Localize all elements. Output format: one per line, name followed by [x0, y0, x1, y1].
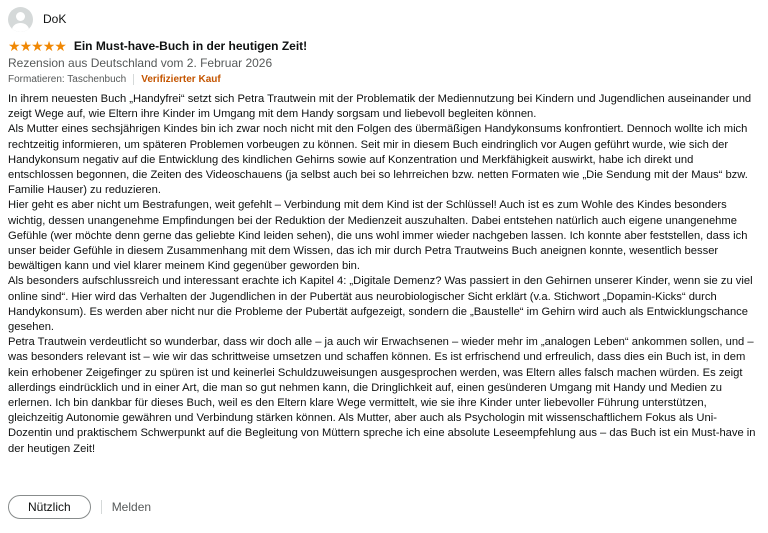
- review-paragraph: Hier geht es aber nicht um Bestrafungen, weit gefehlt – Verbindung mit dem Kind ist der Schlüssel! Auch ist es zum Wohle des Kindes besonders wichtig, dessen unangenehme Empfindungen bei der Reduktion der Medienzeit auszuhalten. Dabei entstehen natürlich auch eigene unangenehme Gefühle (wer möchte denn gerne das geliebte Kind leiden sehen), die uns wohl immer wieder nachgeben lassen. Ich konnte aber feststellen, dass ich unser beider Gefühle in diesem Zusammenhang mit dem Wissen, das ich mir durch Petra Trautweins Buch aneignen konnte, wesentlich besser bewältigen kann und viel klarer meinem Kind gegenüber geworden bin.: [8, 199, 748, 273]
- review-paragraph: Als besonders aufschlussreich und interessant erachte ich Kapitel 4: „Digitale Demenz? Was passiert in den Gehirnen unserer Kinder, wenn sie zu viel online sind“. Hier wird das Verhalten der Jugendlichen in der Pubertät aus neurobiologischer Sicht erklärt (v.a. Stichwort „Dopamin-Kicks“ durch Handykonsum). Es werden aber nicht nur die Probleme der Pubertät aufgezeigt, sondern die „Baustelle“ im Gehirn wird auch als Entwicklungschance gesehen.: [8, 275, 753, 334]
- verified-purchase-badge: Verifizierter Kauf: [141, 74, 221, 85]
- review-date: Rezension aus Deutschland vom 2. Februar 2026: [8, 56, 273, 70]
- review-title-row: [8, 37, 760, 54]
- review-paragraph: In ihrem neuesten Buch „Handyfrei“ setzt sich Petra Trautwein mit der Problematik der Mediennutzung bei Kindern und Jugendlichen auseinander und zeigt Wege auf, wie Eltern ihre Kinder im Umgang mit dem Handy sorgsam und liebevoll begleiten können.: [8, 93, 752, 121]
- action-divider: [101, 500, 102, 514]
- review-meta: [8, 72, 760, 87]
- review-body: [8, 92, 760, 457]
- star-icon: ★: [31, 37, 43, 54]
- customer-review: [8, 6, 760, 457]
- helpful-button[interactable]: Nützlich: [8, 495, 91, 519]
- star-icon: ★: [19, 37, 32, 54]
- star-rating[interactable]: [8, 39, 66, 53]
- star-icon: ★: [54, 37, 66, 54]
- review-paragraph: Petra Trautwein verdeutlicht so wunderbar, dass wir doch alle – ja auch wir Erwachsenen – wieder mehr im „analogen Leben“ ankommen sollen, und – was besonders relevant ist – wie wir das schrittweise umsetzen und schaffen können. Es ist erfrischend und erfreulich, dass dies ein Buch ist, in dem kein erhobener Zeigefinger zu spüren ist und keinerlei Schuldzuweisungen ausgesprochen werden, was Eltern alles falsch machen würden. Es zeigt allerdings eindrücklich und in einer Art, die man so gut nehmen kann, die Dringlichkeit auf, einen gesünderen Umgang mit Handy und Medien zu erlernen. Ich bin dankbar für dieses Buch, weil es den Eltern klare Wege vermittelt, wie sie ihre Kinder unter liebevoller Führung unterstützen, gleichzeitig Autonomie gewähren und Verbindung stärken können. Als Mutter, aber auch als Psychologin mit wissenschaftlichem Fokus als Uni-Dozentin und praktischem Schwerpunkt auf die Begleitung von Müttern spreche ich eine absolute Leseempfehlung aus – das Buch ist ein Must-have in der heutigen Zeit!: [8, 336, 756, 455]
- review-paragraph: Als Mutter eines sechsjährigen Kindes bin ich zwar noch nicht mit den Folgen des übermäßigen Handykonsums konfrontiert. Dennoch wollte ich mich rechtzeitig informieren, um späteren Problemen vorbeugen zu können. Seit mir in diesem Buch eindringlich vor Augen geführt wurde, wie sich der Handykonsum negativ auf die Entwicklung des kindlichen Gehirns sowie auf Konzentration und Merkfähigkeit auswirkt, habe ich direkt und entschlossen begonnen, die Zeiten des Videoschauens (ja selbst auch bei so lehrreichen bzw. netten Formaten wie „Die Sendung mit der Maus“ bzw. Familie Hauser) zu reduzieren.: [8, 123, 748, 197]
- meta-divider: [133, 74, 134, 85]
- star-icon: ★: [8, 37, 20, 54]
- report-link[interactable]: Melden: [111, 500, 152, 514]
- review-actions: [8, 495, 151, 519]
- format-label: Formatieren: Taschenbuch: [8, 74, 127, 85]
- review-title[interactable]: Ein Must-have-Buch in der heutigen Zeit!: [73, 38, 308, 53]
- user-avatar-icon: [8, 7, 33, 32]
- reviewer-name[interactable]: DoK: [43, 12, 67, 26]
- star-icon: ★: [42, 37, 55, 54]
- reviewer-profile[interactable]: [8, 6, 760, 32]
